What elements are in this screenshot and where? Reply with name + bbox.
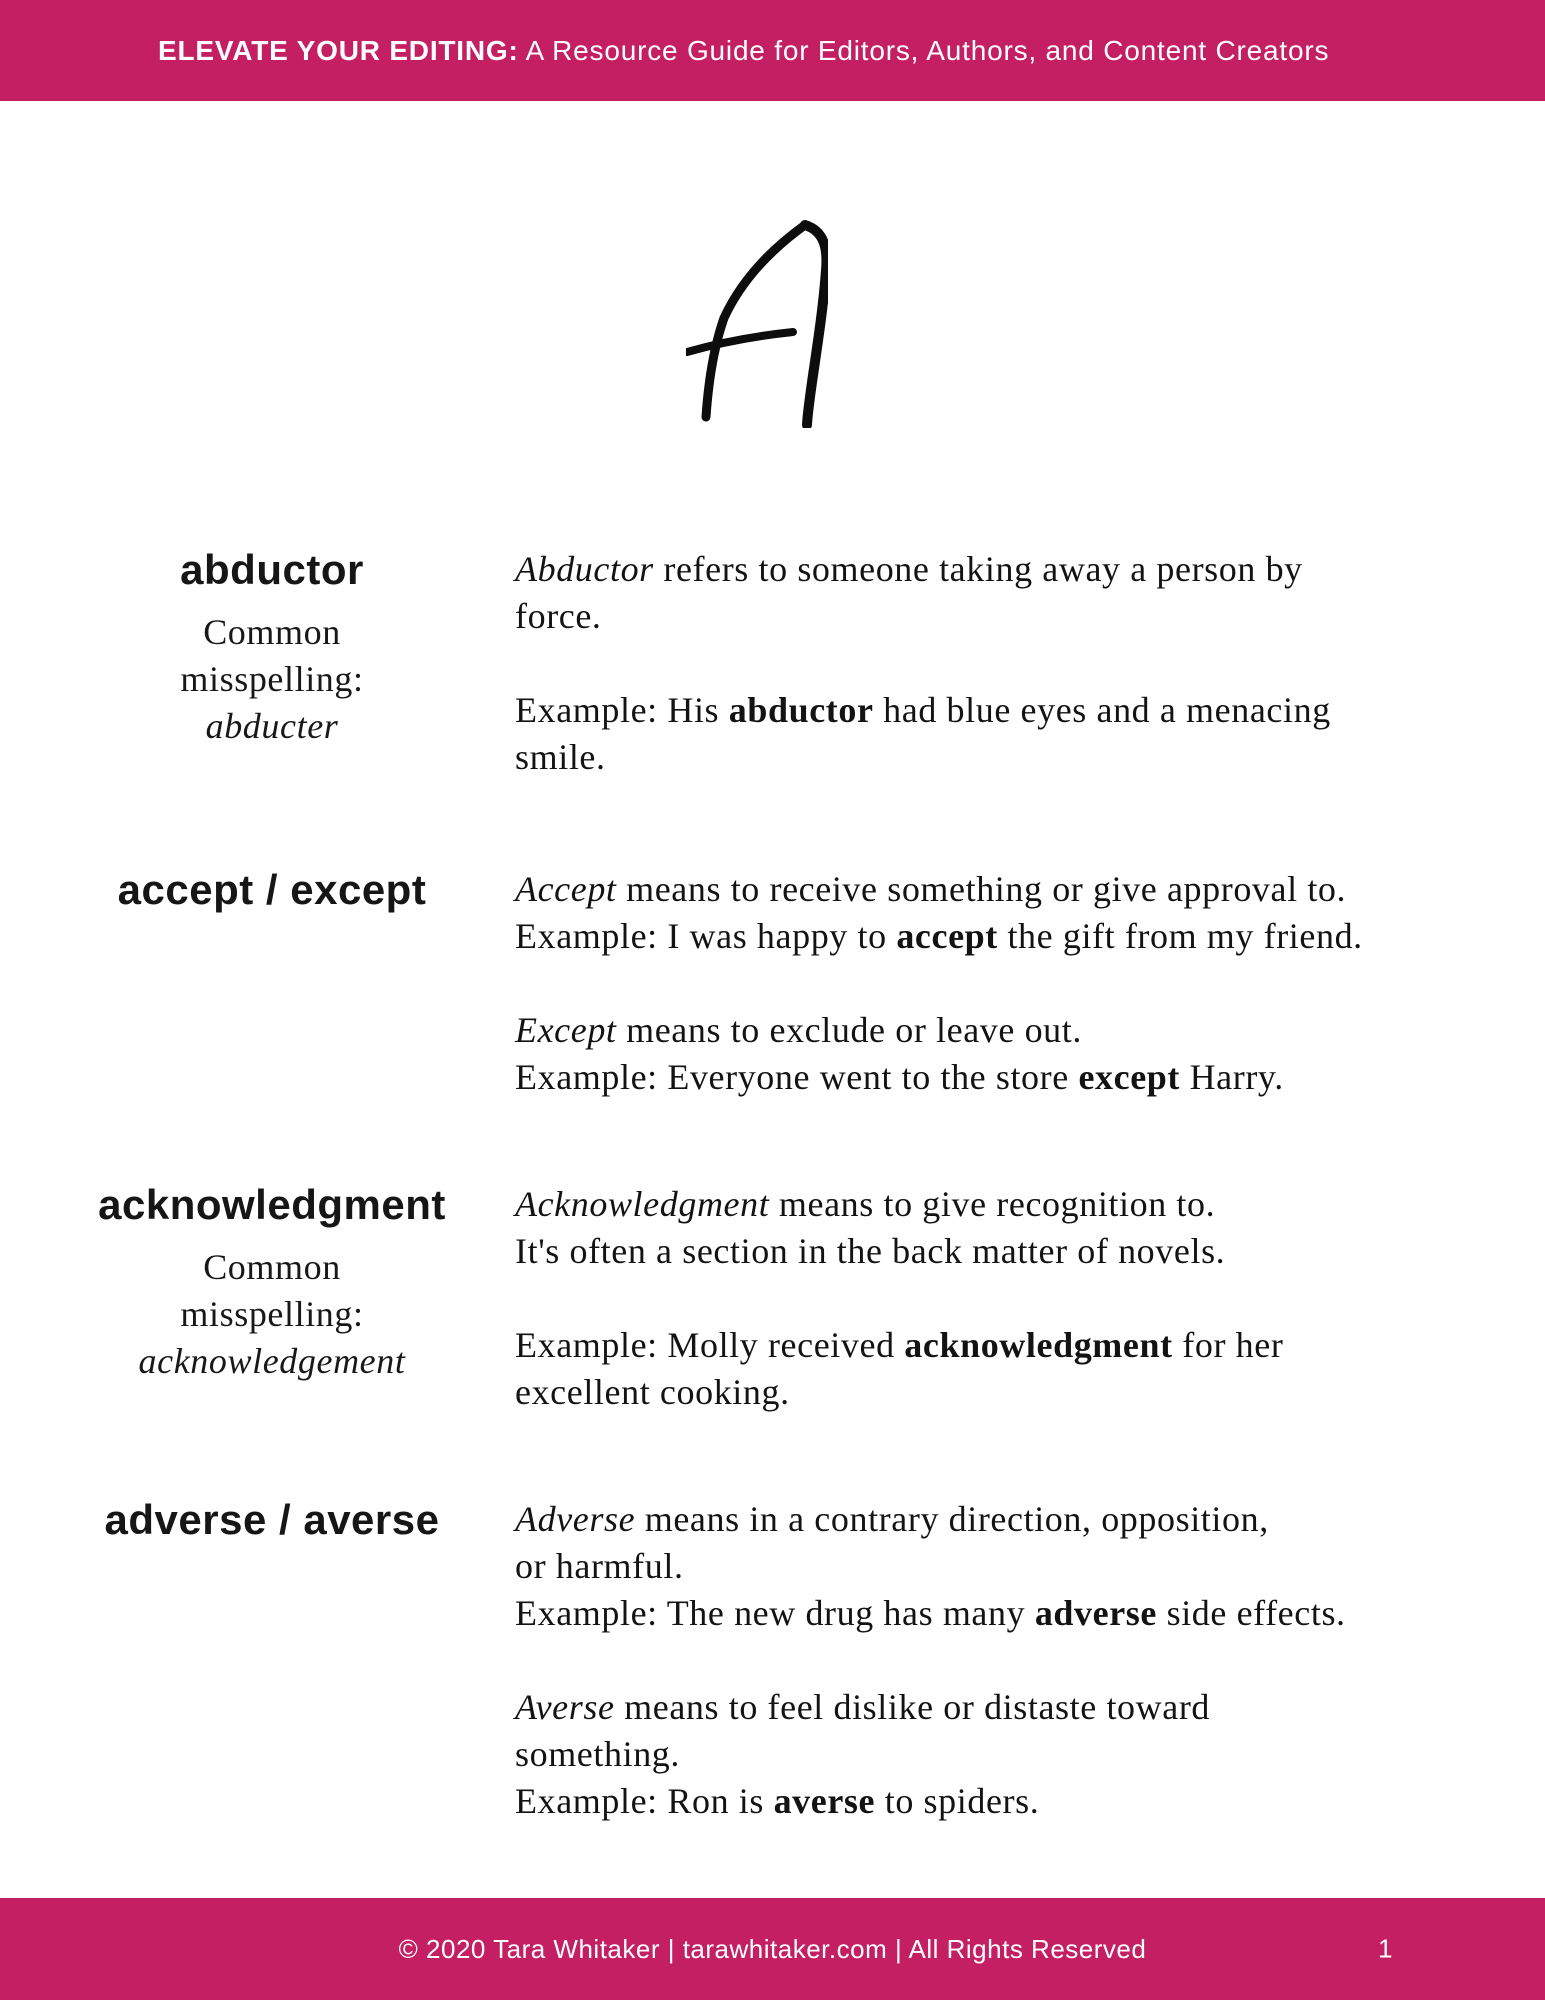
definition-block <box>515 866 1363 960</box>
entry-term: accept / except <box>117 866 427 913</box>
definition-line <box>515 1181 1283 1228</box>
header-bar <box>0 0 1545 101</box>
term-column <box>57 866 487 913</box>
glossary-entry <box>0 546 1545 781</box>
definition-text: Example: Molly received <box>515 1325 905 1365</box>
glossary-entry <box>0 1181 1545 1416</box>
definition-line <box>515 734 1331 781</box>
term-column <box>57 546 487 750</box>
misspelling-label-line: Common <box>203 612 341 652</box>
defined-word: Abductor <box>515 549 654 589</box>
misspelling-label <box>57 609 487 703</box>
definition-block <box>515 1181 1283 1275</box>
highlighted-word: accept <box>896 916 998 956</box>
definition-text: Example: Everyone went to the store <box>515 1057 1079 1097</box>
definition-line <box>515 687 1331 734</box>
defined-word: Except <box>515 1010 617 1050</box>
header-title-rest: A Resource Guide for Editors, Authors, and Content Creators <box>518 34 1330 66</box>
definition-column <box>515 866 1363 1101</box>
defined-word: Acknowledgment <box>515 1184 770 1224</box>
highlighted-word: averse <box>773 1781 876 1821</box>
definition-block <box>515 1496 1346 1637</box>
defined-word: Accept <box>515 869 617 909</box>
definition-text: force. <box>515 596 602 636</box>
definition-text: refers to someone taking away a person by <box>653 549 1303 589</box>
definition-column <box>515 546 1331 781</box>
definition-line <box>515 866 1363 913</box>
glossary-entries <box>0 546 1545 1825</box>
definition-text: or harmful. <box>515 1546 684 1586</box>
misspelling-word: acknowledgement <box>138 1341 406 1381</box>
definition-text: means to give recognition to. <box>769 1184 1216 1224</box>
misspelling-label-line: misspelling: <box>180 1294 364 1334</box>
defined-word: Adverse <box>515 1499 636 1539</box>
definition-column <box>515 1181 1283 1416</box>
definition-block <box>515 1322 1283 1416</box>
definition-column <box>515 1496 1346 1825</box>
definition-line <box>515 546 1331 593</box>
defined-word: Averse <box>515 1687 615 1727</box>
definition-line <box>515 1684 1346 1731</box>
definition-text: something. <box>515 1734 680 1774</box>
highlighted-word: except <box>1078 1057 1180 1097</box>
definition-line <box>515 1496 1346 1543</box>
section-letter-a-icon <box>686 218 828 428</box>
entry-term: adverse / averse <box>104 1496 440 1543</box>
definition-line <box>515 913 1363 960</box>
highlighted-word: acknowledgment <box>904 1325 1173 1365</box>
definition-text: means in a contrary direction, opposition, <box>635 1499 1269 1539</box>
misspelling-label-line: misspelling: <box>180 659 364 699</box>
definition-line <box>515 1543 1346 1590</box>
footer-bar <box>0 1898 1545 2000</box>
misspelling-block <box>57 609 487 750</box>
header-title <box>158 35 1329 67</box>
definition-block <box>515 687 1331 781</box>
definition-text: had blue eyes and a menacing <box>873 690 1331 730</box>
header-title-bold: ELEVATE YOUR EDITING: <box>158 34 519 66</box>
definition-text: excellent cooking. <box>515 1372 790 1412</box>
entry-term: abductor <box>180 546 364 593</box>
definition-text: the gift from my friend. <box>997 916 1363 956</box>
definition-text: Harry. <box>1179 1057 1284 1097</box>
definition-text: means to exclude or leave out. <box>616 1010 1082 1050</box>
definition-block <box>515 1684 1346 1825</box>
highlighted-word: adverse <box>1034 1593 1157 1633</box>
definition-text: Example: Ron is <box>515 1781 774 1821</box>
definition-text: to spiders. <box>875 1781 1040 1821</box>
definition-text: Example: I was happy to <box>515 916 897 956</box>
misspelling-word: abducter <box>205 706 339 746</box>
term-column <box>57 1181 487 1385</box>
definition-text: Example: His <box>515 690 729 730</box>
definition-line <box>515 1228 1283 1275</box>
glossary-entry <box>0 1496 1545 1825</box>
misspelling-label <box>57 1244 487 1338</box>
definition-text: means to feel dislike or distaste toward <box>614 1687 1211 1727</box>
term-column <box>57 1496 487 1543</box>
definition-line <box>515 1007 1363 1054</box>
definition-line <box>515 1778 1346 1825</box>
definition-block <box>515 546 1331 640</box>
definition-text: means to receive something or give approval to. <box>616 869 1347 909</box>
definition-text: Example: The new drug has many <box>515 1593 1035 1633</box>
definition-text: It's often a section in the back matter of novels. <box>515 1231 1226 1271</box>
misspelling-block <box>57 1244 487 1385</box>
glossary-entry <box>0 866 1545 1101</box>
definition-text: for her <box>1172 1325 1284 1365</box>
definition-line <box>515 1590 1346 1637</box>
entry-term: acknowledgment <box>98 1181 446 1228</box>
highlighted-word: abductor <box>728 690 874 730</box>
misspelling-label-line: Common <box>203 1247 341 1287</box>
definition-line <box>515 1322 1283 1369</box>
definition-block <box>515 1007 1363 1101</box>
page-number: 1 <box>1378 1933 1393 1964</box>
definition-text: smile. <box>515 737 606 777</box>
definition-line <box>515 593 1331 640</box>
definition-line <box>515 1054 1363 1101</box>
definition-text: side effects. <box>1156 1593 1346 1633</box>
definition-line <box>515 1369 1283 1416</box>
definition-line <box>515 1731 1346 1778</box>
footer-text: © 2020 Tara Whitaker | tarawhitaker.com | All Rights Reserved <box>398 1933 1147 1964</box>
